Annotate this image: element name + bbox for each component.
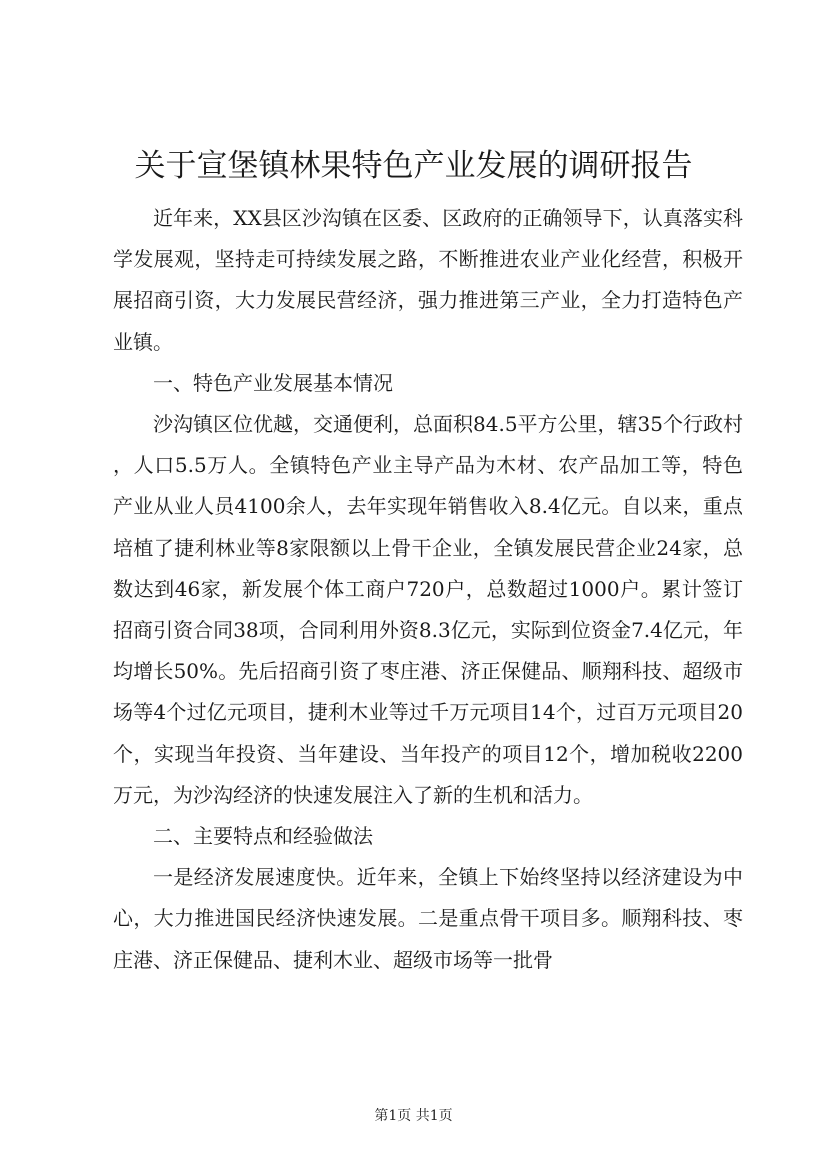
document-body [113, 198, 743, 981]
document-title: 关于宣堡镇林果特色产业发展的调研报告 [134, 148, 693, 184]
section-heading-2: 二、主要特点和经验做法 [153, 824, 373, 849]
section-heading-1: 一、特色产业发展基本情况 [153, 370, 393, 395]
section-2-paragraph: 一是经济发展速度快。近年来，全镇上下始终坚持以经济建设为中心，大力推进国民经济快速发展。二是重点骨干项目多。顺翔科技、枣庄港、济正保健品、捷利木业、超级市场等一批骨 [113, 865, 743, 972]
section-1-paragraph: 沙沟镇区位优越，交通便利，总面积84.5平方公里，辖35个行政村，人口5.5万人。全镇特色产业主导产品为木材、农产品加工等，特色产业从业人员4100余人，去年实现年销售收入8.4亿元。自以来，重点培植了捷利林业等8家限额以上骨干企业，全镇发展民营企业24家，总数达到46家，新发展个体工商户720户，总数超过1000户。累计签订招商引资合同38项，合同利用外资8.3亿元，实际到位资金7.4亿元，年均增长50%。先后招商引资了枣庄港、济正保健品、顺翔科技、超级市场等4个过亿元项目，捷利木业等过千万元项目14个，过百万元项目20个，实现当年投资、当年建设、当年投产的项目12个，增加税收2200万元，为沙沟经济的快速发展注入了新的生机和活力。 [113, 412, 743, 807]
intro-paragraph: 近年来，XX县区沙沟镇在区委、区政府的正确领导下，认真落实科学发展观，坚持走可持续发展之路，不断推进农业产业化经营，积极开展招商引资，大力发展民营经济，强力推进第三产业，全力打造特色产业镇。 [113, 206, 743, 354]
page-footer: 第1页 共1页 [374, 1108, 453, 1124]
